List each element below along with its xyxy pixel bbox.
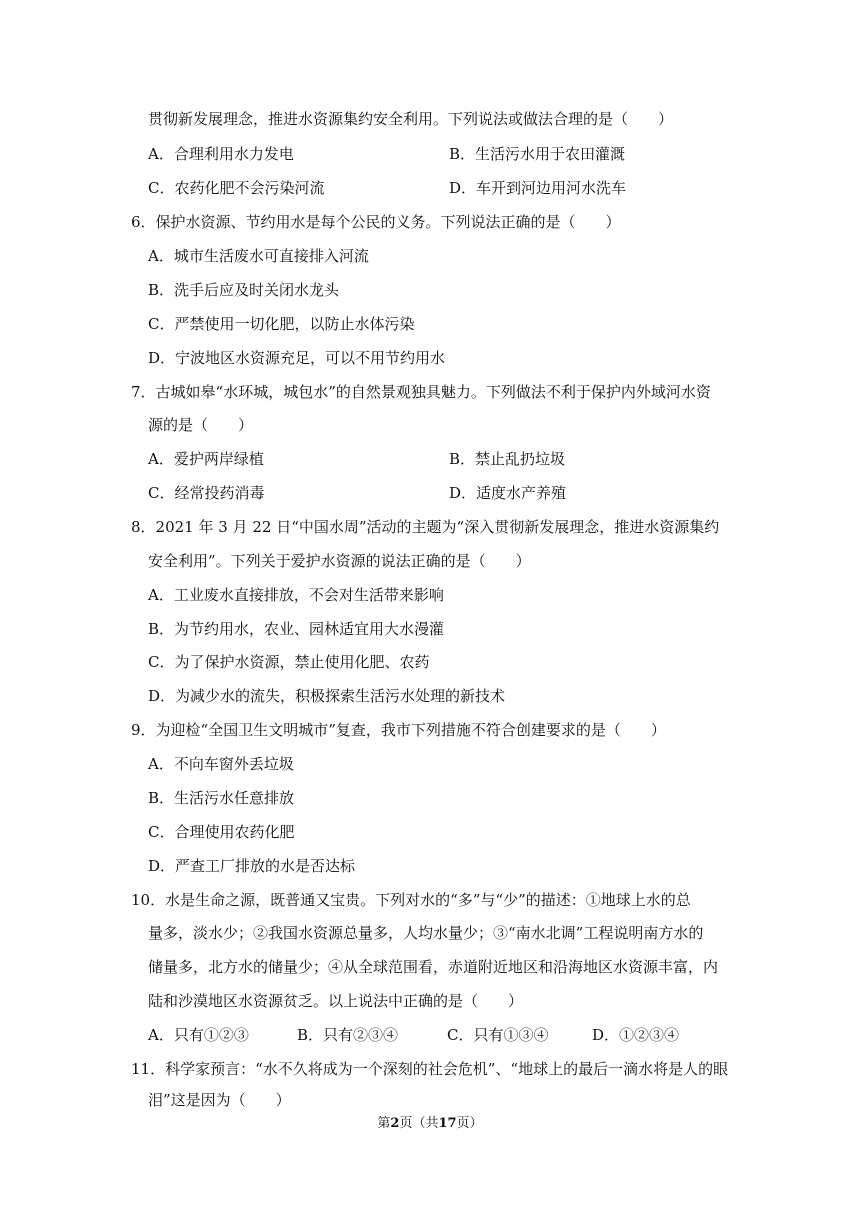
footer-page-number: 2 [390, 1116, 400, 1131]
q10-stem-line1: 10．水是生命之源，既普通又宝贵。下列对水的“多”与“少”的描述：①地球上水的总 [131, 891, 691, 909]
q8-option-b: B．为节约用水，农业、园林适宜用大水漫灌 [148, 620, 445, 638]
q6-option-a: A．城市生活废水可直接排入河流 [148, 247, 369, 265]
q10-stem-line3: 储量多，北方水的储量少；④从全球范围看，赤道附近地区和沿海地区水资源丰富，内 [148, 958, 719, 976]
q11-stem-line1: 11．科学家预言：“水不久将成为一个深刻的社会危机”、“地球上的最后一滴水将是人的眼 [131, 1060, 729, 1078]
q8-option-a: A．工业废水直接排放，不会对生活带来影响 [148, 586, 444, 604]
q5-option-c: C．农药化肥不会污染河流 [148, 179, 325, 197]
q5-option-d: D．车开到河边用河水洗车 [449, 179, 627, 197]
q8-option-d: D．为减少水的流失，积极探索生活污水处理的新技术 [148, 687, 506, 705]
q7-option-a: A．爱护两岸绿植 [148, 450, 264, 468]
q10-option-a: A．只有①②③ [148, 1026, 249, 1044]
q7-stem-line2: 源的是（ ） [148, 416, 254, 434]
q9-option-b: B．生活污水任意排放 [148, 789, 295, 807]
q9-option-d: D．严查工厂排放的水是否达标 [148, 857, 356, 875]
q9-option-a: A．不向车窗外丢垃圾 [148, 755, 294, 773]
q8-stem-line1: 8．2021 年 3 月 22 日“中国水周”活动的主题为“深入贯彻新发展理念，推进水资源集约 [131, 518, 720, 536]
q10-option-c: C．只有①③④ [447, 1026, 549, 1044]
footer-middle: 页（共 [399, 1116, 439, 1131]
footer-total-pages: 17 [438, 1116, 457, 1131]
footer-suffix: 页） [456, 1116, 483, 1131]
q9-stem: 9．为迎检“全国卫生文明城市”复查，我市下列措施不符合创建要求的是（ ） [131, 721, 666, 739]
q11-stem-line2: 泪”这是因为（ ） [148, 1091, 291, 1109]
q5-option-b: B．生活污水用于农田灌溉 [449, 145, 626, 163]
q10-stem-line4: 陆和沙漠地区水资源贫乏。以上说法中正确的是（ ） [148, 992, 524, 1010]
q6-option-d: D．宁波地区水资源充足，可以不用节约用水 [148, 349, 446, 367]
q7-option-d: D．适度水产养殖 [449, 484, 567, 502]
q5-stem: 贯彻新发展理念，推进水资源集约安全利用。下列说法或做法合理的是（ ） [148, 110, 674, 128]
q8-stem-line2: 安全利用”。下列关于爱护水资源的说法正确的是（ ） [148, 552, 531, 570]
q5-option-a: A．合理利用水力发电 [148, 145, 294, 163]
page-footer [0, 1112, 860, 1131]
q7-option-c: C．经常投药消毒 [148, 484, 265, 502]
footer-prefix: 第 [377, 1116, 391, 1131]
q10-option-b: B．只有②③④ [297, 1026, 399, 1044]
q10-stem-line2: 量多，淡水少；②我国水资源总量多，人均水量少；③“南水北调”工程说明南方水的 [148, 924, 704, 942]
q6-option-c: C．严禁使用一切化肥，以防止水体污染 [148, 315, 415, 333]
q10-option-d: D．①②③④ [592, 1026, 680, 1044]
q8-option-c: C．为了保护水资源，禁止使用化肥、农药 [148, 653, 430, 671]
q7-option-b: B．禁止乱扔垃圾 [449, 450, 566, 468]
q9-option-c: C．合理使用农药化肥 [148, 823, 295, 841]
q7-stem-line1: 7．古城如皋“水环城，城包水”的自然景观独具魅力。下列做法不利于保护内外域河水资 [131, 383, 711, 401]
q6-stem: 6．保护水资源、节约用水是每个公民的义务。下列说法正确的是（ ） [131, 213, 621, 231]
q6-option-b: B．洗手后应及时关闭水龙头 [148, 281, 340, 299]
